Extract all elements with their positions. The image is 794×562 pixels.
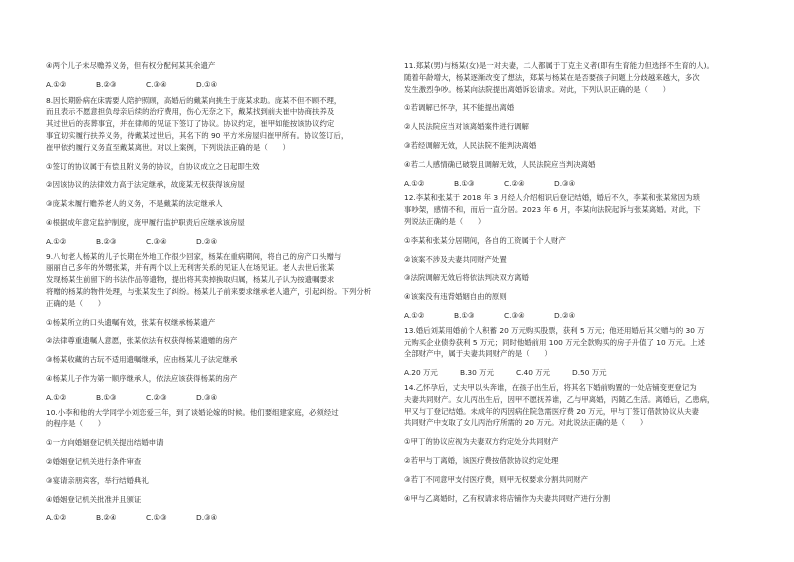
q13-stem-line: 元购买企业债券获利 5 万元；同时他婚前用 100 万元全款购买的房子升值了 10 万元。上述 [404, 337, 705, 347]
question-9 [46, 251, 386, 404]
q14-item: ④甲与乙离婚时，乙有权请求将店铺作为夫妻共同财产进行分割 [404, 493, 611, 503]
q11-item: ①若调解已怀孕，其不能提出离婚 [404, 103, 515, 113]
question-13 [404, 325, 744, 379]
q7-options [46, 79, 386, 91]
q12-item: ②该案不涉及夫妻共同财产处置 [404, 254, 507, 264]
q7-option-c: C.③④ [146, 79, 167, 89]
q9-options [46, 392, 386, 404]
q12-stem-line: 事吵架，感情不和，而后一直分居。2023 年 6 月，李某向法院起诉与张某离婚。对此，下 [404, 205, 701, 215]
q13-option-d: D.50 万元 [572, 368, 607, 378]
left-column [46, 60, 386, 524]
q10-option-c: C.①③ [146, 513, 167, 523]
q13-options [404, 367, 744, 379]
q9-option-a: A.①② [46, 392, 67, 402]
q10-item: ②婚姻登记机关进行条件审查 [46, 456, 142, 466]
q11-stem-line: 随着年龄增大，杨某逐渐改变了想法，郑某与杨某在是否要孩子问题上分歧越来越大，多次 [404, 72, 700, 82]
q9-option-c: C.②③ [146, 392, 167, 402]
q12-option-c: C.③④ [504, 310, 525, 320]
q7-option-d: D.①④ [196, 79, 218, 89]
q13-stem-line: 13.婚后刘某用婚前个人积蓄 20 万元购买股票，获利 5 万元；他还用婚后其父赠与的 30 万 [404, 325, 705, 335]
q11-option-d: D.③④ [554, 178, 576, 188]
q13-option-c: C.40 万元 [516, 368, 551, 378]
q11-item: ②人民法院应当对该离婚案件进行调解 [404, 122, 529, 132]
question-12 [404, 192, 744, 321]
question-8 [46, 95, 386, 248]
q13-stem-line: 全部财产中，属于夫妻共同财产的是（ ） [404, 349, 552, 359]
right-column [404, 60, 744, 504]
q9-item: ②法律尊重遗嘱人意愿，张某依法有权获得杨某遗赠的房产 [46, 336, 238, 346]
q7-tail-item: ④两个儿子未尽赡养义务，但有权分配何某其余遗产 [46, 61, 216, 70]
q9-stem-line: 将赠的杨某的物件处理，与张某发生了纠纷。杨某儿子前来要求继承老人遗产，引起纠纷。下列分析 [46, 286, 372, 296]
q8-option-d: D.②④ [196, 236, 218, 246]
q10-item: ①一方向婚姻登记机关提出结婚申请 [46, 438, 164, 448]
q12-stem-line: 列说法正确的是（ ） [404, 216, 486, 226]
q10-stem-line: 10.小李和他的大学同学小刘恋爱三年，到了谈婚论嫁的时候。他们要组建家庭，必须经过 [46, 407, 339, 417]
q12-option-d: D.②④ [554, 310, 576, 320]
q10-stem-line: 的程序是（ ） [46, 419, 106, 429]
q14-item: ③若丁不同意甲支付医疗费，则甲无权要求分割共同财产 [404, 474, 589, 484]
q10-option-b: B.②④ [96, 513, 117, 523]
q8-item: ①签订的协议属于有偿且附义务的协议，自协议成立之日起即生效 [46, 161, 260, 171]
q9-option-d: D.③④ [196, 392, 218, 402]
q12-item: ④该案没有违背婚姻自由的原则 [404, 292, 507, 302]
q11-stem-line: 发生激烈争吵。杨某向法院提出离婚诉讼请求。对此，下列认识正确的是（ ） [404, 84, 671, 94]
q11-item: ③若经调解无效，人民法院不能判决离婚 [404, 140, 537, 150]
q9-item: ③杨某收藏的古玩不适用遗嘱继承，应由杨某儿子法定继承 [46, 355, 238, 365]
q8-stem-line: 8.因长期卧病在床需要人陪护照顾，高婚后的戴某向挑生于庞某求助。庞某不但不顾不理， [46, 95, 342, 105]
question-11 [404, 60, 744, 189]
q8-item: ②因该协议的法律效力高于法定继承，故庞某无权获得该房屋 [46, 180, 245, 190]
q8-item: ③庞某未履行赡养老人的义务，不是戴某的法定继承人 [46, 199, 223, 209]
q9-stem-line: 正确的是（ ） [46, 298, 106, 308]
q8-stem-line: 其过世后的丧葬事宜，并在律师的见证下签订了协议。协议约定，崔甲如能按该协议约定 [46, 119, 335, 129]
q14-item: ①甲丁的协议应视为夫妻双方约定处分共同财产 [404, 437, 559, 447]
question-10 [46, 407, 386, 525]
q11-stem-line: 11.郑某(男)与杨某(女)是一对夫妻，二人都属于丁克主义者(即有生育能力但选择不生育的人)。 [404, 61, 714, 70]
q14-item: ②若甲与丁离婚，该医疗费按借款协议约定处理 [404, 455, 559, 465]
q13-option-a: A.20 万元 [404, 368, 438, 378]
q11-option-b: B.①③ [454, 178, 475, 188]
q9-stem-line: 丽丽自己多年的外甥张某，并有两个以上无利害关系的见证人在场见证。老人去世后张某 [46, 263, 335, 273]
q14-stem-line: 夫妻共同财产。女儿丙出生后，因甲不愿抚养谁，乙与甲离婚，丙随乙生活。离婚后，乙患病， [404, 394, 715, 404]
q11-option-a: A.①② [404, 178, 425, 188]
q7-option-a: A.①② [46, 79, 67, 89]
q8-option-a: A.①② [46, 236, 67, 246]
q9-stem-line: 9.八旬老人杨某的儿子长期在外地工作很少回家，杨某在重病期间，将自己的房产口头赠与 [46, 251, 342, 261]
q14-stem-line: 14.乙怀孕后，丈夫甲以头奔谁，在孩子出生后，将其名下婚前购置的一处店铺变更登记为 [404, 382, 697, 392]
q12-item: ①李某和张某分居期间，各自的工资属于个人财产 [404, 235, 566, 245]
q9-item: ①杨某所立的口头遗嘱有效，张某有权继承杨某遗产 [46, 317, 216, 327]
q10-option-a: A.①② [46, 513, 67, 523]
q11-option-c: C.②④ [504, 178, 525, 188]
q7-option-b: B.②③ [96, 79, 117, 89]
q14-stem-line: 共同财产中支取了女儿丙治疗所需的 20 万元。对此说法正确的是（ ） [404, 418, 648, 428]
q8-options [46, 236, 386, 248]
q13-option-b: B.30 万元 [460, 368, 494, 378]
q9-stem-line: 发现杨某生前留下的书法作品等遗物，提出将其卖掉换取归属，杨某儿子认为按遗嘱要求 [46, 275, 335, 285]
q8-item: ④根据成年意定监护制度，庞甲履行监护职责后应继承该房屋 [46, 217, 245, 227]
q12-item: ③法院调解无效后将依法判决双方离婚 [404, 273, 529, 283]
q9-item: ④杨某儿子作为第一顺序继承人，依法应该获得杨某的房产 [46, 373, 238, 383]
q8-option-c: C.③④ [146, 236, 167, 246]
q10-options [46, 512, 386, 524]
q12-option-b: B.①③ [454, 310, 475, 320]
q10-option-d: D.③④ [196, 513, 218, 523]
q12-options [404, 310, 744, 322]
q9-option-b: B.①③ [96, 392, 117, 402]
q8-stem-line: 崔甲依约履行义务直至戴某离世。对以上案例，下列说法正确的是（ ） [46, 142, 290, 152]
q14-stem-line: 甲又与丁登记结婚。未成年的丙因病住院急需医疗费 20 万元，甲与丁签订借款协议从夫妻 [404, 406, 699, 416]
q8-stem-line: 而且表示不愿意担负母亲后续的治疗费用，伤心无奈之下，戴某找到前夫崔中协商扶养及 [46, 107, 335, 117]
q10-item: ④婚姻登记机关批准并且颁证 [46, 494, 142, 504]
q8-option-b: B.②③ [96, 236, 117, 246]
q12-stem-line: 12.李某和张某于 2018 年 3 月经人介绍相识后登记结婚，婚后不久，李某和张某常因为琐 [404, 193, 700, 203]
question-14 [404, 382, 744, 504]
q8-stem-line: 事宜切实履行扶养义务，待戴某过世后，其名下的 90 平方米房屋归崔甲所有。协议签订后， [46, 130, 349, 140]
q11-options [404, 178, 744, 190]
q12-option-a: A.①② [404, 310, 425, 320]
q10-item: ③宴请亲朋宾客，举行结婚典礼 [46, 475, 149, 485]
q11-item: ④若二人感情确已破裂且调解无效，人民法院应当判决离婚 [404, 159, 596, 169]
